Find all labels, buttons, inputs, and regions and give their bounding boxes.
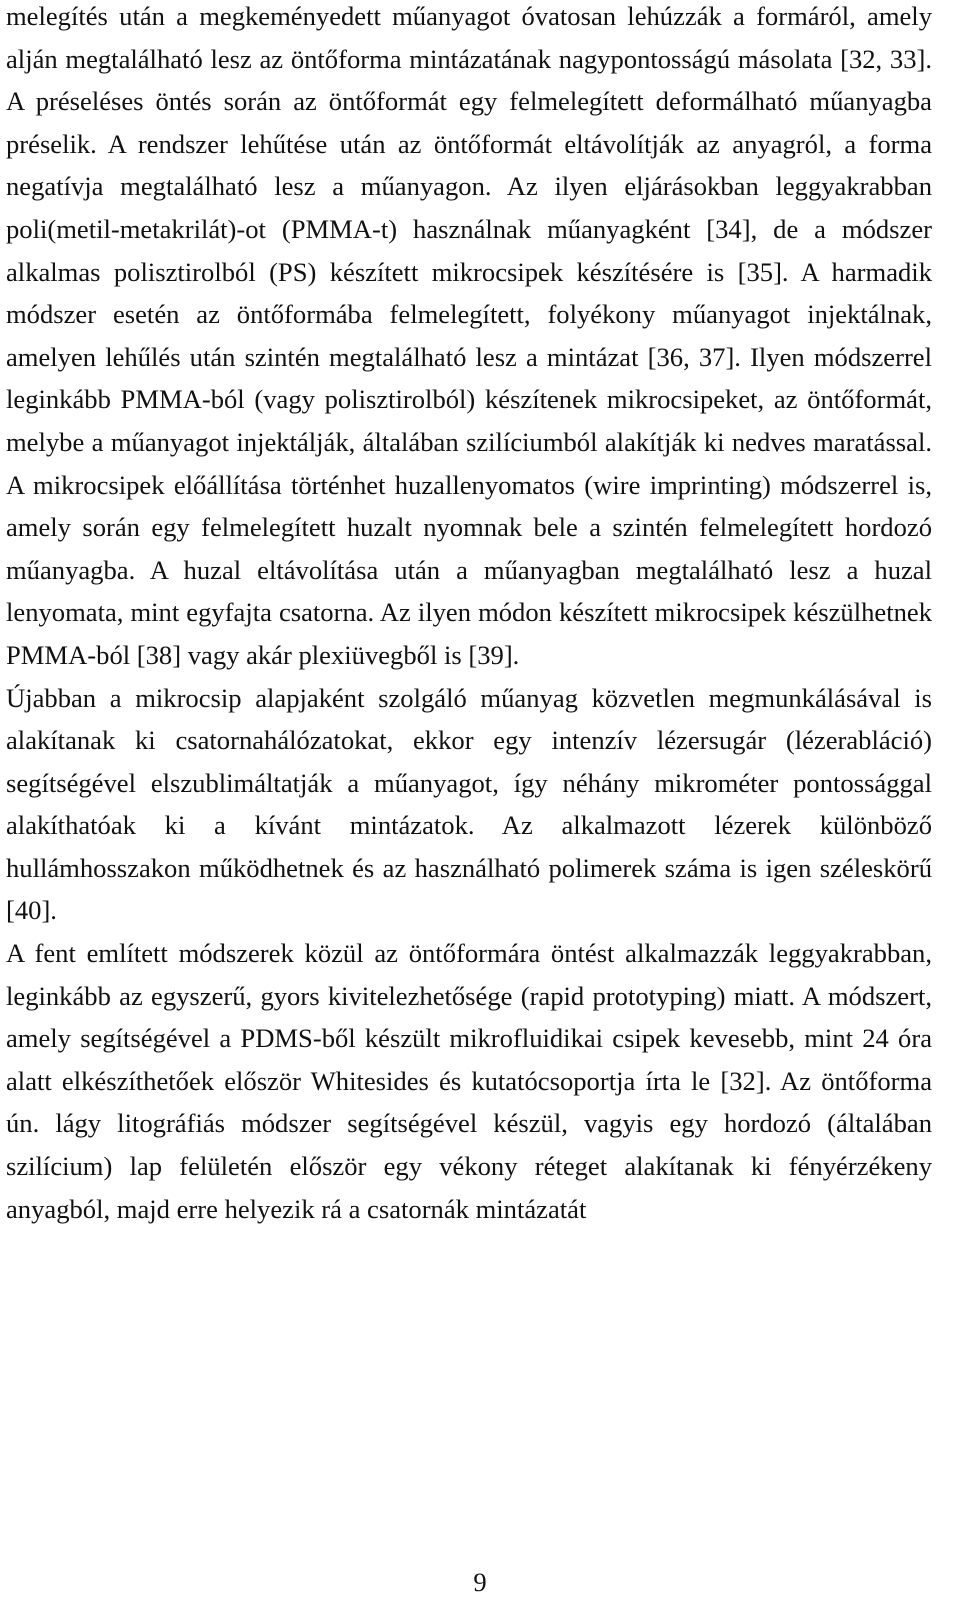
page-body xyxy=(6,0,932,1230)
page-number: 9 xyxy=(473,1567,487,1597)
paragraph-soft-lithography: A fent említett módszerek közül az öntőformára öntést alkalmazzák leggyakrabban, leginkább az egyszerű, gyors kivitelezhetősége (rapid prototyping) miatt. A módszert, amely segítségével a PDMS-ből készült mikrofluidikai csipek kevesebb, mint 24 óra alatt elkészíthetőek először Whitesides és kutatócsoportja írta le [32]. Az öntőforma ún. lágy litográfiás módszer segítségével készül, vagyis egy hordozó (általában szilícium) lap felületén először egy vékony réteget alakítanak ki fényérzékeny anyagból, majd erre helyezik rá a csatornák mintázatát xyxy=(6,938,932,1224)
paragraph-laser-ablation: Újabban a mikrocsip alapjaként szolgáló műanyag közvetlen megmunkálásával is alakítanak ki csatornahálózatokat, ekkor egy intenzív lézersugár (lézerabláció) segítségével elszublimáltatják a műanyagot, így néhány mikrométer pontossággal alakíthatóak ki a kívánt mintázatok. Az alkalmazott lézerek különböző hullámhosszakon működhetnek és az használható polimerek száma is igen széleskörű [40]. xyxy=(6,682,932,926)
paragraph-molding-methods: melegítés után a megkeményedett műanyagot óvatosan lehúzzák a formáról, amely alján megtalálható lesz az öntőforma mintázatának nagypontosságú másolata [32, 33]. A préseléses öntés során az öntőformát egy felmelegített deformálható műanyagba préselik. A rendszer lehűtése után az öntőformát eltávolítják az anyagról, a forma negatívja megtalálható lesz a műanyagon. Az ilyen eljárásokban leggyakrabban poli(metil-metakrilát)-ot (PMMA-t) használnak műanyagként [34], de a módszer alkalmas polisztirolból (PS) készített mikrocsipek készítésére is [35]. A harmadik módszer esetén az öntőformába felmelegített, folyékony műanyagot injektálnak, amelyen lehűlés után szintén megtalálható lesz a mintázat [36, 37]. Ilyen módszerrel leginkább PMMA-ból (vagy polisztirolból) készítenek mikrocsipeket, az öntőformát, melybe a műanyagot injektálják, általában szilíciumból alakítják ki nedves maratással. A mikrocsipek előállítása történhet huzallenyomatos (wire imprinting) módszerrel is, amely során egy felmelegített huzalt nyomnak bele a szintén felmelegített hordozó műanyagba. A huzal eltávolítása után a műanyagban megtalálható lesz a huzal lenyomata, mint egyfajta csatorna. Az ilyen módon készített mikrocsipek készülhetnek PMMA-ból [38] vagy akár plexiüvegből is [39]. xyxy=(6,1,932,670)
